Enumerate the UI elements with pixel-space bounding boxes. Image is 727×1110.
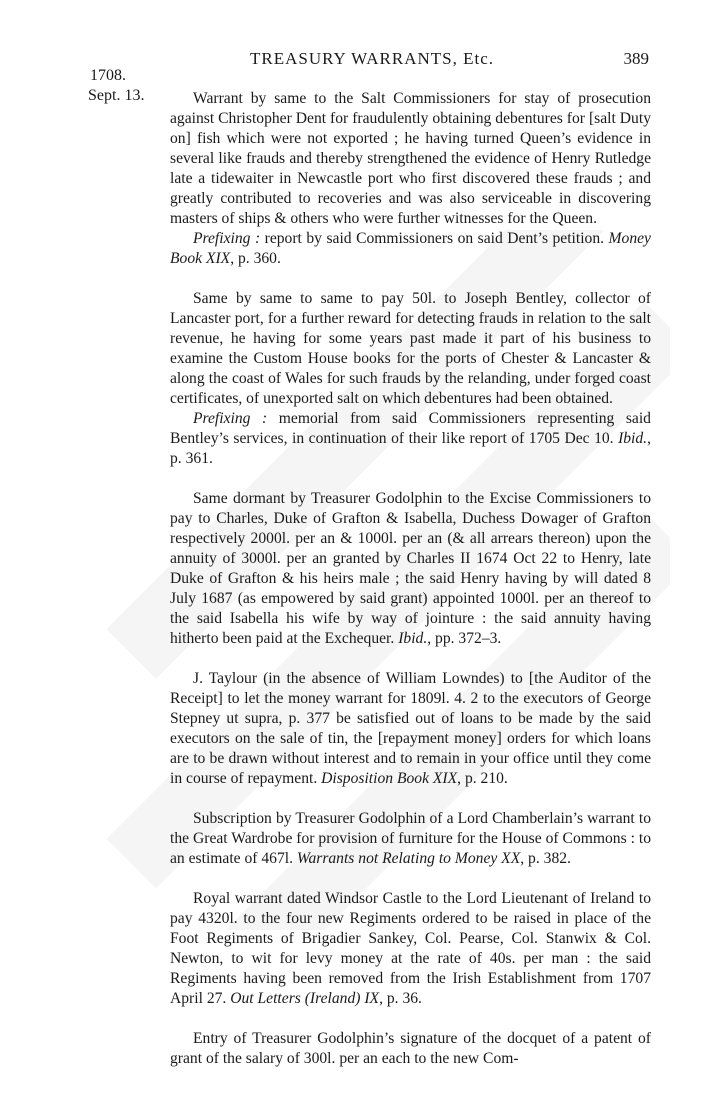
reference-source: Disposition Book XIX [321, 770, 458, 787]
reference-page: , p. 360. [230, 250, 281, 267]
page-number: 389 [623, 49, 649, 68]
entry [170, 489, 651, 649]
entry-paragraph [170, 489, 651, 649]
reference-source: Ibid. [618, 430, 648, 447]
entry [170, 669, 651, 789]
entries [170, 89, 651, 1069]
entry-text: Subscription by Treasurer Godolphin of a Lord Chamberlain’s warrant to the Great Wardrobe for provision of furniture for the House of Commons : to an estimate of 467l. [170, 810, 651, 867]
reference-source: Ibid. [398, 630, 428, 647]
note-text: report by said Commissioners on said Dent’s petition. [260, 230, 609, 247]
entry-text: Same by same to same to pay 50l. to Joseph Bentley, collector of Lancaster port, for a further reward for detecting frauds in relation to the salt revenue, he having for some years past made it part of his business to examine the Custom House books for the ports of Chester & Lancaster & along the coast of Wales for such frauds by the relanding, under forged coast certificates, of unexported salt on which debentures had been obtained. [170, 290, 651, 407]
running-title: TREASURY WARRANTS, Etc. [250, 49, 495, 68]
reference-page: , p. 382. [520, 850, 571, 867]
note-label: Prefixing : [193, 410, 268, 427]
reference-page: , pp. 372–3. [427, 630, 502, 647]
entry-note [170, 409, 651, 469]
entry [170, 289, 651, 469]
margin-date: Sept. 13. [88, 87, 145, 104]
entry [170, 889, 651, 1009]
entry-text: Entry of Treasurer Godolphin’s signature of the docquet of a patent of grant of the salary of 300l. per an each to the new Com- [170, 1030, 651, 1067]
entry [170, 1029, 651, 1069]
reference-page: , p. 361. [170, 430, 651, 467]
reference-source: Money Book XIX [170, 230, 651, 267]
margin-year: 1708. [90, 67, 126, 84]
entry-note [170, 229, 651, 269]
reference-source: Out Letters (Ireland) IX [230, 990, 380, 1007]
reference-page: , p. 36. [379, 990, 422, 1007]
entry [170, 809, 651, 869]
entry-paragraph [170, 809, 651, 869]
reference-page: , p. 210. [457, 770, 508, 787]
entry-text: Royal warrant dated Windsor Castle to the Lord Lieutenant of Ireland to pay 4320l. to the four new Regiments ordered to be raised in place of the Foot Regiments of Brigadier Sankey, Col. Pearse, Col. Stanwix & Col. Newton, to wit for levy money at the rate of 40s. per man : the said Regiments having been removed from the Irish Establishment from 1707 April 27. [170, 890, 651, 1007]
margin-dates [88, 66, 168, 106]
entry-text: Warrant by same to the Salt Commissioners for stay of prosecution against Christopher Dent for fraudulently obtaining debentures for [salt Duty on] fish which were not exported ; he having turned Queen’s evidence in several like frauds and thereby strengthened the evidence of Henry Rutledge late a tidewaiter in Newcastle port who first discovered these frauds ; and greatly contributed to recoveries and was also serviceable in discovering masters of ships & others who were further witnesses for the Queen. [170, 90, 651, 227]
note-label: Prefixing : [193, 230, 261, 247]
entry-paragraph [170, 669, 651, 789]
reference-source: Warrants not Relating to Money XX [296, 850, 521, 867]
entry-paragraph [170, 889, 651, 1009]
entry-text: J. Taylour (in the absence of William Lowndes) to [the Auditor of the Receipt] to let the money warrant for 1809l. 4. 2 to the executors of George Stepney ut supra, p. 377 be satisfied out of loans to be made by the said executors on the sale of tin, the [repayment money] orders for which loans are to be drawn without interest and to remain in your office until they come in course of repayment. [170, 670, 651, 787]
note-text: memorial from said Commissioners representing said Bentley’s services, in continuation of their like report of 1705 Dec 10. [170, 410, 651, 447]
entry [170, 89, 651, 269]
entry-text: Same dormant by Treasurer Godolphin to the Excise Commissioners to pay to Charles, Duke of Grafton & Isabella, Duchess Dowager of Grafton respectively 2000l. per an & 1000l. per an (& all arrears thereon) upon the annuity of 3000l. per an granted by Charles II 1674 Oct 22 to Henry, late Duke of Grafton & his heirs male ; the said Henry having by will dated 8 July 1687 (as empowered by said grant) appointed 1000l. per an thereof to the said Isabella his wife by way of jointure : the said annuity having hitherto been paid at the Exchequer. [170, 490, 651, 647]
